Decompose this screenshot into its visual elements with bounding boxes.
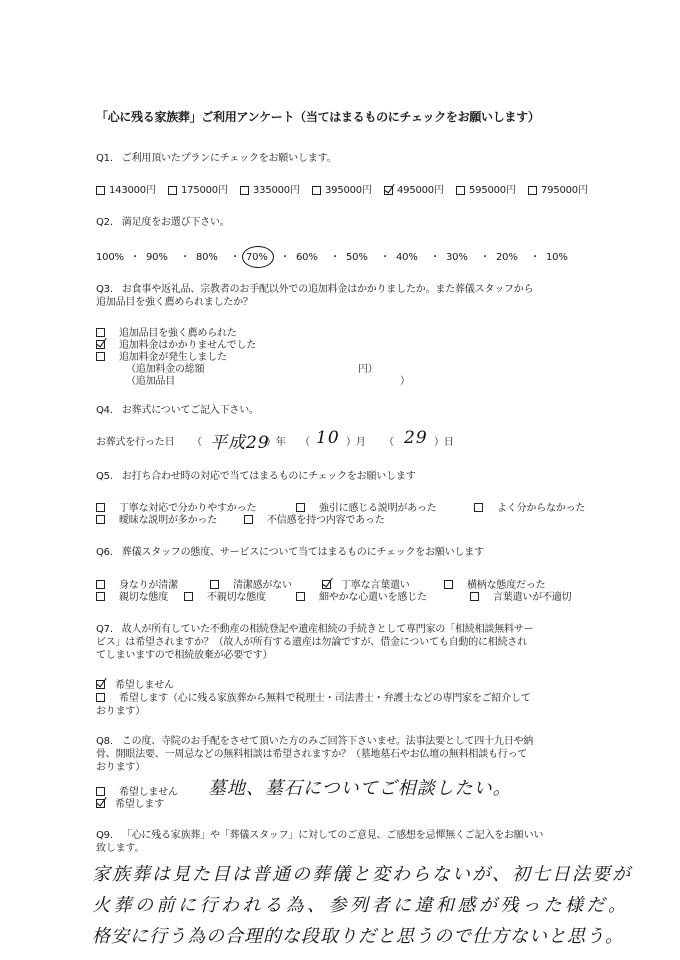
q8-option-request[interactable]: 希望します	[96, 798, 164, 811]
q9-handwritten-line-1[interactable]: 家族葬は見た目は普通の葬儀と変わらないが、初七日法要が	[92, 864, 632, 885]
checkbox-checked[interactable]	[96, 340, 105, 349]
q6-option-attentive[interactable]: 細やかな心遣いを感じた	[296, 591, 427, 604]
checkbox[interactable]	[444, 580, 453, 589]
q6-option-unkind[interactable]: 不親切な態度	[184, 591, 266, 604]
checkbox[interactable]	[96, 503, 105, 512]
checkbox[interactable]	[168, 186, 177, 195]
q2-scale-100[interactable]: 100%	[96, 252, 124, 263]
checkbox[interactable]	[296, 503, 305, 512]
q8-question-line3: おります）	[96, 762, 145, 773]
q3-heading	[96, 283, 533, 296]
q6-option-arrogant[interactable]: 横柄な態度だった	[444, 579, 545, 592]
q4-day-suffix: ）日	[434, 437, 454, 448]
q3-option-recommended[interactable]: 追加品目を強く薦められた	[96, 327, 237, 340]
q5-question: お打ち合わせ時の対応で当てはまるものにチェックをお願いします	[121, 471, 416, 482]
q3-detail-total-label: （追加料金の総額	[126, 364, 205, 375]
checkbox[interactable]	[96, 693, 105, 702]
q1-option-175000[interactable]: 175000円	[168, 184, 240, 197]
q2-separator: ・	[280, 252, 290, 263]
checkbox[interactable]	[312, 186, 321, 195]
q2-separator: ・	[380, 252, 390, 263]
checkbox[interactable]	[470, 592, 479, 601]
q3-option-no-extra[interactable]: 追加料金はかかりませんでした	[96, 339, 256, 352]
q2-label: Q2.	[96, 217, 113, 228]
q1-options	[96, 184, 600, 197]
q5-option-pushy[interactable]: 強引に感じる説明があった	[296, 502, 437, 515]
q3-label: Q3.	[96, 284, 113, 295]
q3-detail-total-unit: 円）	[358, 364, 378, 375]
q4-month-suffix: ）月	[346, 437, 366, 448]
q2-scale-90[interactable]: 90%	[146, 252, 168, 263]
q2-scale-20[interactable]: 20%	[496, 252, 518, 263]
q5-option-distrust[interactable]: 不信感を持つ内容であった	[244, 514, 385, 527]
q2-scale-80[interactable]: 80%	[196, 252, 218, 263]
q2-separator: ・	[430, 252, 440, 263]
q4-heading	[96, 404, 259, 417]
q9-handwritten-line-2[interactable]: 火葬の前に行われる為、参列者に違和感が残った様だ。	[92, 895, 630, 916]
q4-date-label: お葬式を行った日	[96, 437, 175, 448]
checkbox[interactable]	[210, 580, 219, 589]
checkbox[interactable]	[244, 515, 253, 524]
q1-option-795000[interactable]: 795000円	[528, 184, 600, 197]
q2-separator: ・	[130, 252, 140, 263]
checkbox-checked[interactable]	[96, 799, 105, 808]
selection-circle	[242, 246, 274, 268]
q6-option-polite-speech[interactable]: 丁寧な言葉遣い	[322, 579, 410, 592]
q3-detail-item-close: ）	[400, 376, 410, 387]
q7-question-line3: てしまいますので相続放棄が必要です）	[96, 650, 273, 661]
q8-heading	[96, 735, 533, 748]
q1-question: ご利用頂いたプランにチェックをお願いします。	[121, 153, 337, 164]
checkbox-checked[interactable]	[96, 680, 105, 689]
q7-heading	[96, 623, 533, 636]
q5-label: Q5.	[96, 471, 113, 482]
q6-question: 葬儀スタッフの態度、サービスについて当てはまるものにチェックをお願いします	[121, 547, 484, 558]
q4-label: Q4.	[96, 405, 113, 416]
q4-paren-open: （	[300, 437, 310, 448]
q8-label: Q8.	[96, 736, 113, 747]
q9-label: Q9.	[96, 830, 113, 841]
q2-question: 満足度をお選び下さい。	[121, 217, 230, 228]
checkbox-checked[interactable]	[384, 186, 393, 195]
q4-question: お葬式についてご記入下さい。	[121, 405, 259, 416]
q1-heading	[96, 152, 336, 165]
q3-option-extra-charged[interactable]: 追加料金が発生しました	[96, 351, 227, 364]
q1-label: Q1.	[96, 153, 113, 164]
q6-heading	[96, 546, 484, 559]
checkbox[interactable]	[240, 186, 249, 195]
q2-separator: ・	[530, 252, 540, 263]
q2-scale-60[interactable]: 60%	[296, 252, 318, 263]
q6-label: Q6.	[96, 547, 113, 558]
q2-separator: ・	[480, 252, 490, 263]
q1-option-143000[interactable]: 143000円	[96, 184, 168, 197]
q3-detail-item-label: （追加品目	[126, 376, 175, 387]
q4-year-suffix: ）年	[266, 437, 286, 448]
q7-label: Q7.	[96, 624, 113, 635]
q2-separator: ・	[230, 252, 240, 263]
checkbox[interactable]	[96, 515, 105, 524]
q3-question-line1: お食事や返礼品、宗教者のお手配以外での追加料金はかかりましたか。また葬儀スタッフから	[121, 284, 534, 295]
q4-paren-open: （	[192, 437, 202, 448]
q1-option-395000[interactable]: 395000円	[312, 184, 384, 197]
q9-heading	[96, 829, 543, 842]
q9-question-line1: 「心に残る家族葬」や「葬儀スタッフ」に対してのご意見、ご感想を忌憚無くご記入をお願いい	[121, 830, 544, 841]
checkbox[interactable]	[96, 580, 105, 589]
q7-question-line2: ビス」は希望されますか？（故人が所有する遺産は勿論ですが、借金についても自動的に相続され	[96, 637, 527, 648]
q2-scale	[96, 251, 574, 264]
q8-option-decline[interactable]: 希望しません	[96, 786, 178, 799]
checkbox[interactable]	[184, 592, 193, 601]
q4-month-handwritten[interactable]: 10	[316, 428, 340, 448]
q7-option-request[interactable]: 希望します（心に残る家族葬から無料で税理士・司法書士・弁護士などの専門家をご紹介して	[96, 692, 531, 705]
checkbox[interactable]	[456, 186, 465, 195]
q6-option-neat[interactable]: 身なりが清潔	[96, 579, 178, 592]
q5-option-vague[interactable]: 曖昧な説明が多かった	[96, 514, 217, 527]
q5-heading	[96, 470, 416, 483]
survey-title: 「心に残る家族葬」ご利用アンケート（当てはまるものにチェックをお願いします）	[96, 110, 540, 124]
q8-handwritten-note[interactable]: 墓地、墓石についてご相談したい。	[208, 778, 512, 799]
q1-option-595000[interactable]: 595000円	[456, 184, 528, 197]
q8-question-line1: この度、寺院のお手配をさせて頂いた方のみご回答下さいませ。法事法要として四十九日や納	[121, 736, 534, 747]
q8-question-line2: 骨、開眼法要、一周忌などの無料相談は希望されますか？（墓地墓石やお仏壇の無料相談も行って	[96, 749, 528, 760]
q5-option-clear[interactable]: 丁寧な対応で分かりやすかった	[96, 502, 256, 515]
q4-day-handwritten[interactable]: 29	[404, 428, 428, 448]
q1-option-495000[interactable]: 495000円	[384, 184, 456, 197]
q9-question-line2: 致します。	[96, 843, 145, 854]
q2-separator: ・	[330, 252, 340, 263]
q4-paren-open: （	[384, 437, 394, 448]
q2-scale-40[interactable]: 40%	[396, 252, 418, 263]
q2-scale-10[interactable]: 10%	[546, 252, 568, 263]
checkbox[interactable]	[296, 592, 305, 601]
q5-option-unclear[interactable]: よく分からなかった	[474, 502, 585, 515]
q9-handwritten-line-3[interactable]: 格安に行う為の合理的な段取りだと思うので仕方ないと思う。	[92, 926, 624, 947]
checkbox[interactable]	[528, 186, 537, 195]
checkbox-checked[interactable]	[322, 580, 331, 589]
q7-option-decline[interactable]: 希望しません	[96, 679, 174, 692]
q6-option-unclean[interactable]: 清潔感がない	[210, 579, 292, 592]
q2-heading	[96, 216, 230, 229]
q2-scale-30[interactable]: 30%	[446, 252, 468, 263]
q2-separator: ・	[180, 252, 190, 263]
q6-option-kind[interactable]: 親切な態度	[96, 591, 168, 604]
q2-scale-50[interactable]: 50%	[346, 252, 368, 263]
q1-option-335000[interactable]: 335000円	[240, 184, 312, 197]
checkbox[interactable]	[474, 503, 483, 512]
q4-year-handwritten[interactable]: 平成29	[210, 433, 270, 453]
checkbox[interactable]	[96, 352, 105, 361]
q6-option-improper-speech[interactable]: 言葉遣いが不適切	[470, 591, 571, 604]
q3-question-line2: 追加品目を強く薦められましたか？	[96, 297, 253, 308]
q7-question-line1: 故人が所有していた不動産の相続登記や遺産相続の手続きとして専門家の「相続相談無料サー	[121, 624, 534, 635]
checkbox[interactable]	[96, 592, 105, 601]
q2-scale-70-selected[interactable]: 70%	[246, 251, 274, 264]
q7-option-request-cont: おります）	[96, 706, 145, 717]
checkbox[interactable]	[96, 186, 105, 195]
